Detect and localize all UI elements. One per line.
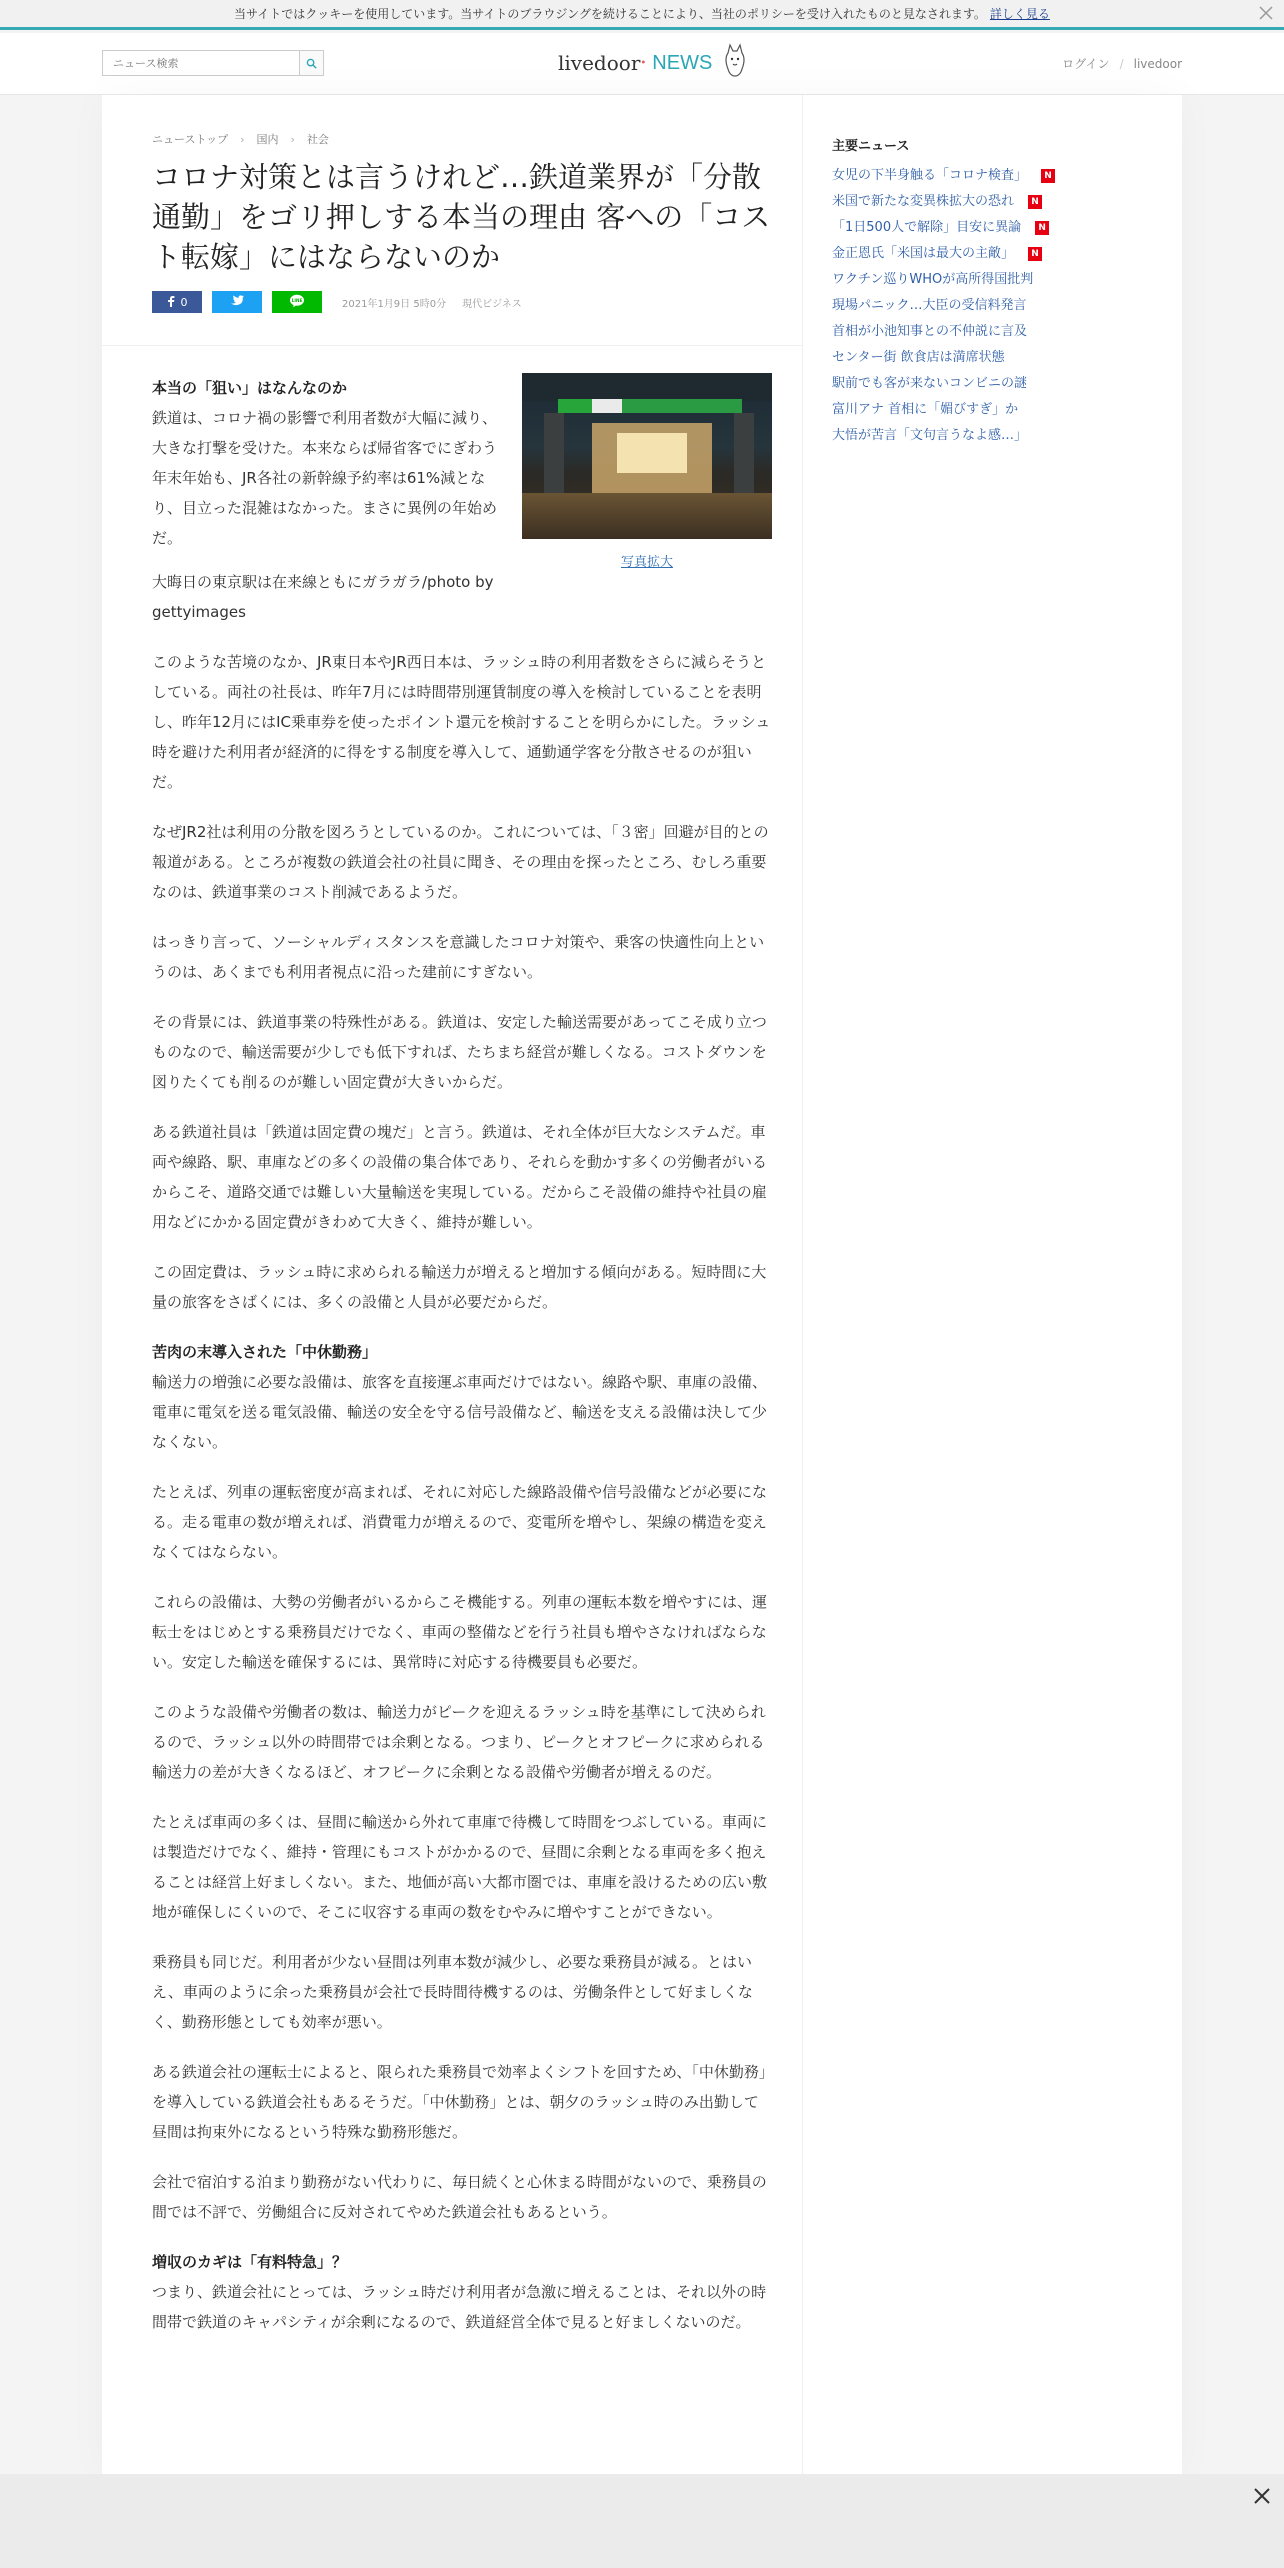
article-paragraph: その背景には、鉄道事業の特殊性がある。鉄道は、安定した輸送需要があってこそ成り立つものなので、輸送需要が少しでも低下すれば、たちまち経営が難しくなる。コストダウンを図りたくても削るのが難しい固定費が大きいからだ。 (152, 1013, 767, 1091)
article-lead (152, 373, 772, 627)
new-badge-icon: N (1035, 221, 1049, 235)
chevron-right-icon: › (240, 132, 245, 146)
section-heading: 本当の「狙い」はなんなのか (152, 379, 348, 397)
logo-livedoor: livedoor (558, 51, 641, 75)
close-icon[interactable] (1250, 2484, 1274, 2508)
article-photo[interactable] (522, 373, 772, 539)
site-header (0, 33, 1284, 95)
new-badge-icon: N (1028, 247, 1042, 261)
news-list-item[interactable] (832, 163, 1055, 189)
article-paragraph: このような苦境のなか、JR東日本やJR西日本は、ラッシュ時の利用者数をさらに減らそうとしている。両社の社長は、昨年7月には時間帯別運賃制度の導入を検討していることを表明し、昨年12月にはIC乗車券を使ったポイント還元を検討することを明らかにした。ラッシュ時を避けた利用者が経済的に得をする制度を導入して、通勤通学客を分散させるのが狙いだ。 (152, 653, 771, 791)
close-icon[interactable] (1256, 4, 1276, 24)
share-row (152, 291, 522, 313)
news-link[interactable]: 金正恩氏「米国は最大の主敵」 (832, 246, 1015, 261)
news-link[interactable]: 「1日500人で解除」目安に異論 (832, 220, 1022, 235)
article-title: コロナ対策とは言うけれど…鉄道業界が「分散通勤」をゴリ押しする本当の理由 客への「コスト転嫁」にはならないのか (152, 160, 771, 274)
article-paragraph: ある鉄道社員は「鉄道は固定費の塊だ」と言う。鉄道は、それ全体が巨大なシステムだ。車両や線路、駅、車庫などの多くの設備の集合体であり、それらを動かす多くの労働者がいるからこそ、道路交通では難しい大量輸送を実現している。だからこそ設備の維持や社員の雇用などにかかる固定費がきわめて大きく、維持が難しい。 (152, 1123, 768, 1231)
photo-ceiling (522, 373, 772, 401)
livedoor-link[interactable]: livedoor (1133, 57, 1182, 71)
photo-hall-light (617, 433, 687, 473)
article-paragraph: 輸送力の増強に必要な設備は、旅客を直接運ぶ車両だけではない。線路や駅、車庫の設備、電車に電気を送る電気設備、輸送の安全を守る信号設備など、輸送を支える設備は決して少なくない。 (152, 1373, 768, 1451)
header-separator: / (1119, 57, 1124, 71)
news-list-item[interactable] (832, 397, 1055, 423)
logo-dot: • (640, 57, 647, 69)
line-share-button[interactable] (272, 291, 322, 313)
news-list-item[interactable] (832, 371, 1055, 397)
search-form (102, 50, 324, 76)
article-paragraph: たとえば、列車の運転密度が高まれば、それに対応した線路設備や信号設備などが必要になる。走る電車の数が増えれば、消費電力が増えるので、変電所を増やし、架線の構造を変えなくてはならない。 (152, 1483, 768, 1561)
news-link[interactable]: 首相が小池知事との不仲説に言及 (832, 324, 1028, 339)
news-link[interactable]: 大悟が苦言「文句言うなよ感…」 (832, 428, 1028, 443)
divider (102, 345, 802, 346)
cookie-details-link[interactable]: 詳しく見る (989, 7, 1050, 21)
site-logo[interactable] (558, 43, 748, 83)
news-link[interactable]: 現場パニック…大臣の受信料発言 (832, 298, 1027, 313)
article-paragraph: はっきり言って、ソーシャルディスタンスを意識したコロナ対策や、乗客の快適性向上というのは、あくまでも利用者視点に沿った建前にすぎない。 (152, 933, 765, 981)
news-link[interactable]: 米国で新たな変異株拡大の恐れ (832, 194, 1015, 209)
article-paragraph: 乗務員も同じだ。利用者が少ない昼間は列車本数が減少し、必要な乗務員が減る。とはいえ、車両のように余った乗務員が会社で長時間待機するのは、労働条件として好ましくなく、勤務形態としても効率が悪い。 (152, 1953, 753, 2031)
photo-sign (558, 399, 592, 413)
article-meta (342, 295, 522, 310)
new-badge-icon: N (1028, 195, 1042, 209)
lead-paragraph: 鉄道は、コロナ禍の影響で利用者数が大幅に減り、大きな打撃を受けた。本来ならば帰省客でにぎわう年末年始も、JR各社の新幹線予約率は61%減となり、目立った混雑はなかった。まさに異例の年始めだ。 (152, 409, 498, 547)
news-link[interactable]: 富川アナ 首相に「媚びすぎ」か (832, 402, 1019, 417)
main-content (102, 95, 1182, 2475)
news-link[interactable]: センター街 飲食店は満席状態 (832, 350, 1005, 365)
breadcrumb-item-society[interactable]: 社会 (306, 133, 329, 146)
photo-enlarge-link[interactable]: 写真拡大 (620, 555, 673, 570)
news-link[interactable]: 駅前でも客が来ないコンビニの謎 (832, 376, 1028, 391)
article-paragraph: 会社で宿泊する泊まり勤務がない代わりに、毎日続くと心休まる時間がないので、乗務員の間では不評で、労働組合に反対されてやめた鉄道会社もあるという。 (152, 2173, 767, 2221)
news-link[interactable]: 女児の下半身触る「コロナ検査」 (832, 168, 1028, 183)
photo-sign (592, 399, 622, 413)
svg-text:LINE: LINE (291, 298, 303, 304)
article-date: 2021年1月9日 5時0分 (342, 298, 447, 310)
search-input[interactable] (103, 51, 299, 75)
article-paragraph: この固定費は、ラッシュ時に求められる輸送力が増えると増加する傾向がある。短時間に大量の旅客をさばくには、多くの設備と人員が必要だからだ。 (152, 1263, 767, 1311)
news-list-item[interactable] (832, 241, 1055, 267)
new-badge-icon: N (1041, 169, 1055, 183)
facebook-share-count: 0 (180, 295, 188, 309)
news-list-item[interactable] (832, 189, 1055, 215)
article-paragraph: これらの設備は、大勢の労働者がいるからこそ機能する。列車の運転本数を増やすには、運転士をはじめとする乗務員だけでなく、車両の整備などを行う社員も増やさなければならない。安定した輸送を確保するには、異常時に対応する待機要員も必要だ。 (152, 1593, 768, 1671)
news-link[interactable]: ワクチン巡りWHOが高所得国批判 (832, 272, 1034, 287)
breadcrumb-item-domestic[interactable]: 国内 (256, 133, 279, 146)
breadcrumb-item-top[interactable]: ニューストップ (152, 133, 229, 146)
search-icon (306, 54, 317, 73)
section-heading: 増収のカギは「有料特急」？ (152, 2253, 348, 2271)
article-paragraph: つまり、鉄道会社にとっては、ラッシュ時だけ利用者が急激に増えることは、それ以外の時間帯で鉄道のキャパシティが余剰になるので、鉄道経営全体で見ると好ましくないのだ。 (152, 2283, 767, 2331)
news-list-item[interactable] (832, 293, 1055, 319)
cookie-banner (0, 0, 1284, 30)
article-paragraph: たとえば車両の多くは、昼間に輸送から外れて車庫で待機して時間をつぶしている。車両には製造だけでなく、維持・管理にもコストがかかるので、昼間に余剰となる車両を多く抱えることは経営上好ましくない。また、地価が高い大都市圏では、車庫を設けるための広い敷地が確保しにくいので、そこに収容する車両の数をむやみに増やすことができない。 (152, 1813, 768, 1921)
article-paragraph: このような設備や労働者の数は、輸送力がピークを迎えるラッシュ時を基準にして決められるので、ラッシュ以外の時間帯では余剰となる。つまり、ピークとオフピークに求められる輸送力の差が大きくなるほど、オフピークに余剰となる設備や労働者が増えるのだ。 (152, 1703, 766, 1781)
sidebar-title: 主要ニュース (832, 139, 910, 154)
news-list-item[interactable] (832, 267, 1055, 293)
news-list-item[interactable] (832, 345, 1055, 371)
breadcrumb (152, 131, 329, 147)
bottom-ad-bar (0, 2474, 1284, 2568)
article-paragraph: ある鉄道会社の運転士によると、限られた乗務員で効率よくシフトを回すため、「中休勤務」を導入している鉄道会社もあるそうだ。「中休勤務」とは、朝夕のラッシュ時のみ出勤して昼間は拘束外になるという特殊な勤務形態だ。 (152, 2063, 767, 2141)
news-list-item[interactable] (832, 423, 1055, 449)
search-button[interactable] (299, 51, 323, 75)
news-list-item[interactable] (832, 215, 1055, 241)
article-body (152, 373, 772, 2337)
article-source[interactable]: 現代ビジネス (462, 298, 522, 310)
twitter-icon (231, 295, 244, 309)
news-list-item[interactable] (832, 319, 1055, 345)
mascot-icon (722, 43, 748, 84)
login-link[interactable]: ログイン (1062, 57, 1110, 71)
article-paragraph: なぜJR2社は利用の分散を図ろうとしているのか。これについては、「３密」回避が目的との報道がある。ところが複数の鉄道会社の社員に聞き、その理由を探ったところ、むしろ重要なのは、鉄道事業のコスト削減であるようだ。 (152, 823, 769, 901)
facebook-share-button[interactable] (152, 291, 202, 313)
facebook-icon (167, 295, 175, 310)
photo-caption: 大晦日の東京駅は在来線ともにガラガラ/photo by gettyimages (152, 573, 494, 621)
photo-sign (622, 399, 742, 413)
cookie-banner-text: 当サイトではクッキーを使用しています。当サイトのブラウジングを続けることにより、当社のポリシーを受け入れたものと見なされます。 (234, 7, 986, 21)
section-heading: 苦肉の末導入された「中休勤務」 (152, 1343, 378, 1361)
twitter-share-button[interactable] (212, 291, 262, 313)
photo-floor (522, 493, 772, 539)
photo-box (522, 373, 772, 570)
line-icon (289, 294, 305, 311)
logo-news: NEWS (652, 51, 713, 74)
sidebar (802, 95, 1182, 2475)
top-news-list (832, 163, 1055, 449)
chevron-right-icon: › (290, 132, 295, 146)
header-links (1062, 55, 1182, 72)
